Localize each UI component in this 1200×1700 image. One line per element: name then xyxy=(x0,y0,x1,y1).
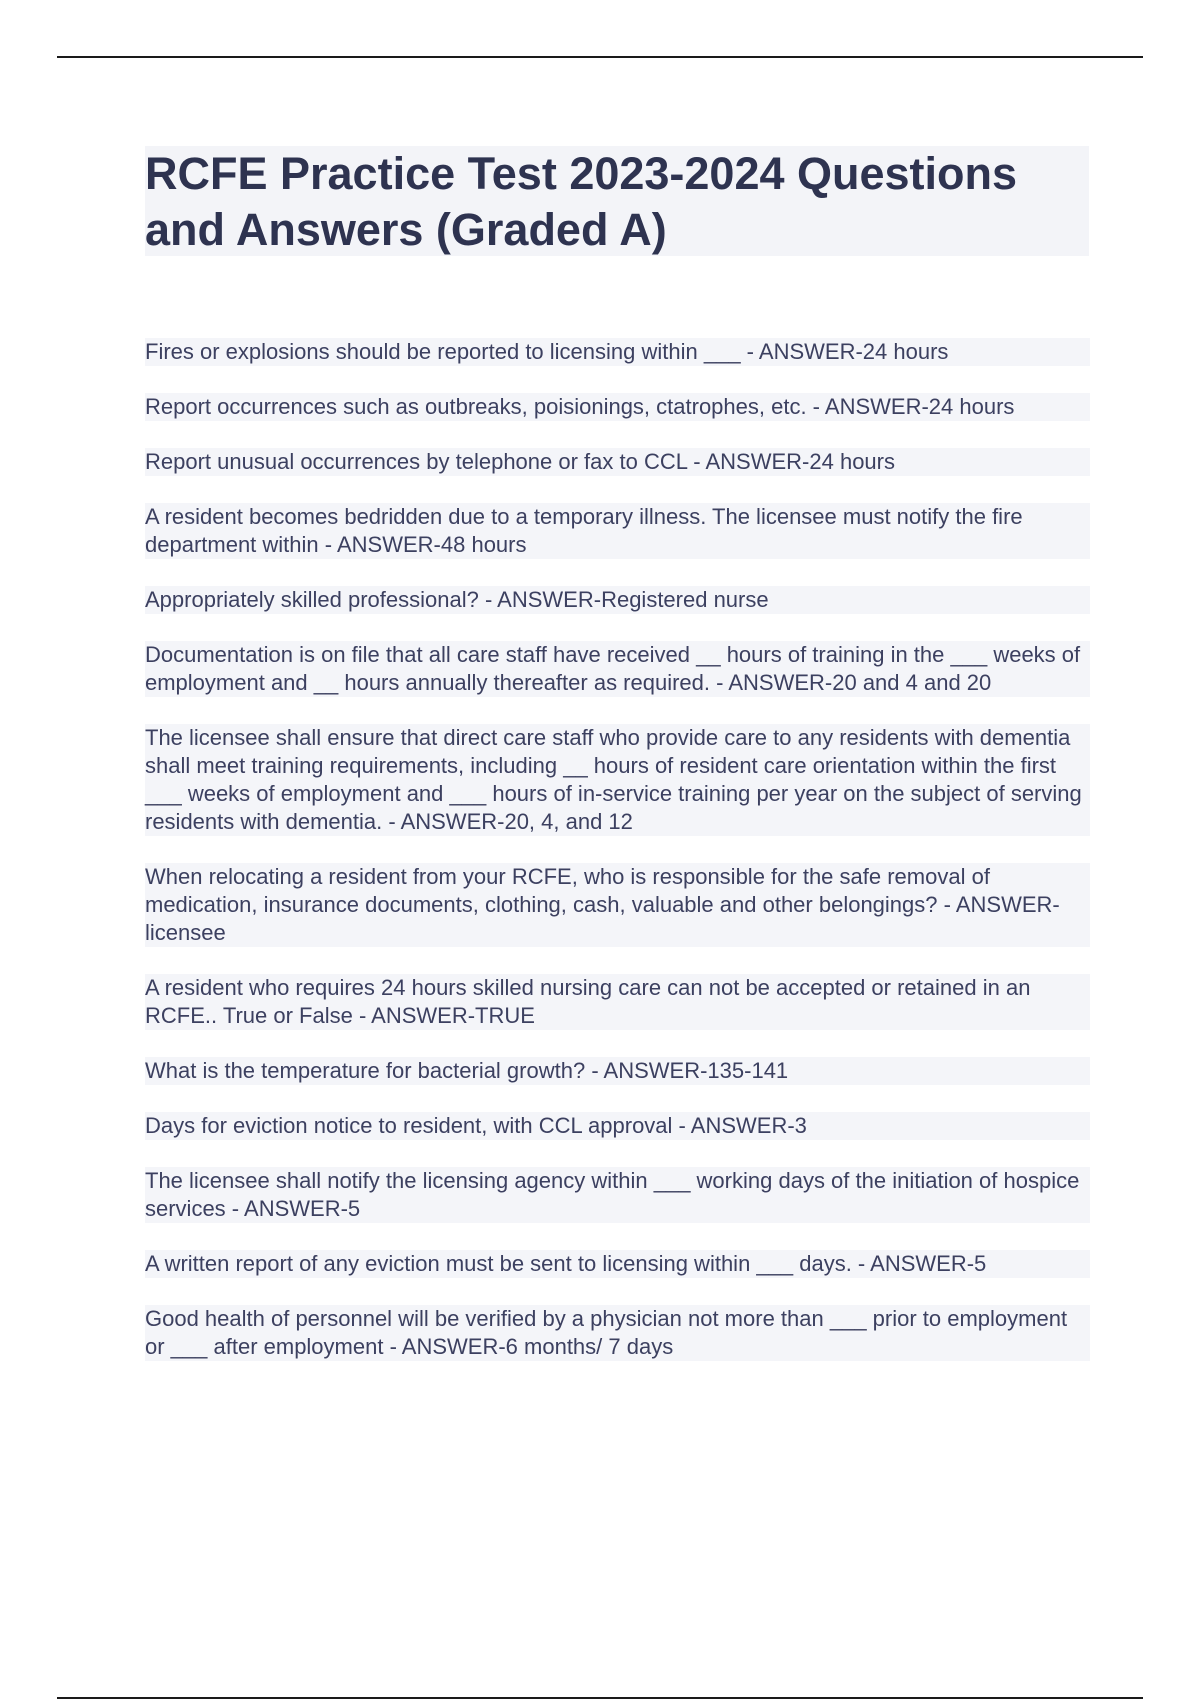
qa-item: Report unusual occurrences by telephone or fax to CCL - ANSWER-24 hours xyxy=(145,448,1090,476)
qa-item: The licensee shall notify the licensing agency within ___ working days of the initiation of hospice services - ANSWER-5 xyxy=(145,1167,1090,1223)
qa-item: A resident becomes bedridden due to a temporary illness. The licensee must notify the fire department within - ANSWER-48 hours xyxy=(145,503,1090,559)
qa-item: Days for eviction notice to resident, with CCL approval - ANSWER-3 xyxy=(145,1112,1090,1140)
footer-rule xyxy=(57,1697,1143,1699)
qa-item: A resident who requires 24 hours skilled nursing care can not be accepted or retained in an RCFE.. True or False - ANSWER-TRUE xyxy=(145,974,1090,1030)
qa-item: Documentation is on file that all care staff have received __ hours of training in the ___ weeks of employment and __ hours annually thereafter as required. - ANSWER-20 and 4 and 20 xyxy=(145,641,1090,697)
document-title: RCFE Practice Test 2023-2024 Questions and Answers (Graded A) xyxy=(145,148,1018,255)
qa-item: Good health of personnel will be verified by a physician not more than ___ prior to employment or ___ after employment - ANSWER-6 months/ 7 days xyxy=(145,1305,1090,1361)
qa-list xyxy=(145,338,1090,1388)
qa-item: When relocating a resident from your RCFE, who is responsible for the safe removal of medication, insurance documents, clothing, cash, valuable and other belongings? - ANSWER-licensee xyxy=(145,863,1090,947)
title-block xyxy=(145,146,1089,256)
qa-item: What is the temperature for bacterial growth? - ANSWER-135-141 xyxy=(145,1057,1090,1085)
qa-item: Report occurrences such as outbreaks, poisionings, ctatrophes, etc. - ANSWER-24 hours xyxy=(145,393,1090,421)
header-rule xyxy=(57,56,1143,58)
qa-item: The licensee shall ensure that direct care staff who provide care to any residents with dementia shall meet training requirements, including __ hours of resident care orientation within the first ___ weeks of employment and ___ hours of in-service training per year on the subject of serving residents with dementia. - ANSWER-20, 4, and 12 xyxy=(145,724,1090,836)
qa-item: Appropriately skilled professional? - ANSWER-Registered nurse xyxy=(145,586,1090,614)
qa-item: A written report of any eviction must be sent to licensing within ___ days. - ANSWER-5 xyxy=(145,1250,1090,1278)
qa-item: Fires or explosions should be reported to licensing within ___ - ANSWER-24 hours xyxy=(145,338,1090,366)
